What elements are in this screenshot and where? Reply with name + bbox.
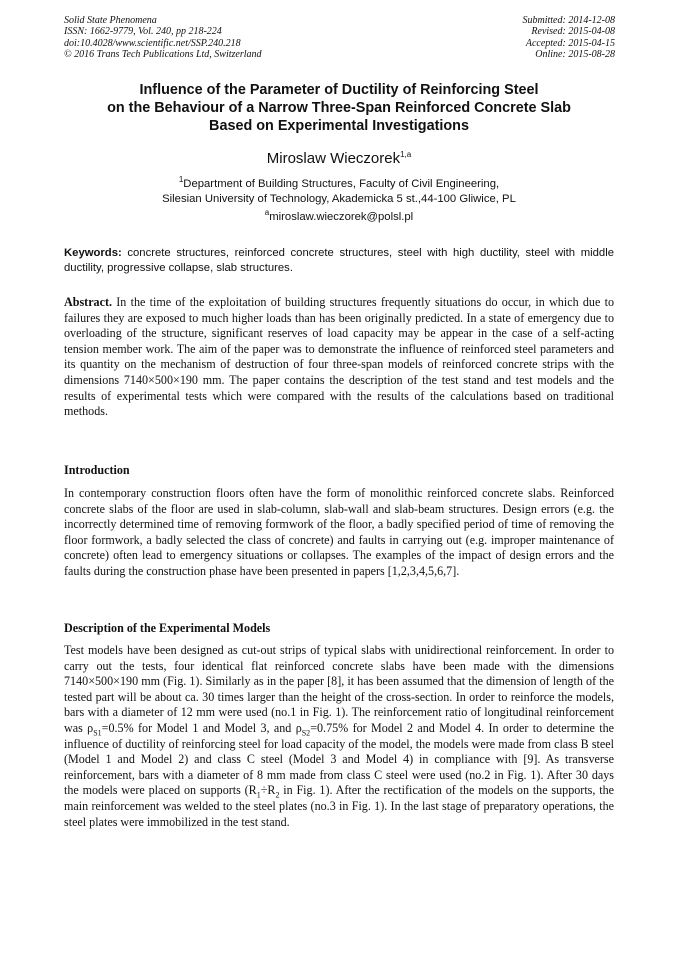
affiliation-line-1 [0,177,678,192]
submitted-date: Submitted: 2014-12-08 [522,15,615,26]
keywords [64,246,614,276]
title-line-2: on the Behaviour of a Narrow Three-Span Reinforced Concrete Slab [107,100,571,117]
accepted-date: Accepted: 2015-04-15 [525,37,615,49]
desc-text-3: =0.75% for Model 2 and Model 4. In order to determine the influence of ductility of reinforcing steel for load capacity of the model, the models were made from class B steel (Model 1 and Model 2) and class C steel (Model 3 and Model 4) in compliance with [9]. As transverse reinforcement, bars with a diameter of 8 mm made from class C steel were used (no.2 in Fig. 1). After 30 days the models were placed on supports (R [64,720,614,798]
author-email[interactable]: miroslaw.wieczorek@polsl.pl [269,211,414,223]
desc-text-4: ÷R [260,783,276,798]
revised-date: Revised: 2015-04-08 [531,26,615,38]
online-date: Online: 2015-08-28 [535,49,615,61]
abstract-text: In the time of the exploitation of building structures frequently situations do occur, in which due to failures they are exposed to much higher loads than has been originally predicted. In a state of emergency due to overloading of the structure, significant reserves of load capacity may be appear in the case of a self-acting tension member work. The aim of the paper was to demonstrate the influence of reinforced steel parameters and its quantity on the mechanism of destruction of four three-span models of reinforced concrete strips with the dimensions 7140×500×190 mm. The paper contains the description of the test stand and test models and the results of experimental tests which were compared with the results of the calculations based on traditional methods. [64,295,614,419]
paper-title [40,81,638,136]
dates-header [523,15,616,61]
affiliation-line-2: Silesian University of Technology, Akademicka 5 st.,44-100 Gliwice, PL [162,193,516,205]
author-name: Miroslaw Wieczorek [266,150,401,167]
desc-text-2: =0.5% for Model 1 and Model 3, and ρ [101,720,302,735]
description-heading: Description of the Experimental Models [64,621,271,635]
introduction-heading: Introduction [64,463,130,477]
abstract [64,295,614,420]
copyright-line: © 2016 Trans Tech Publications Ltd, Switzerland [64,49,262,61]
rho-s2-sub: S2 [301,728,311,738]
author-marks: 1,a [400,150,412,159]
author-email-line [0,208,678,223]
title-line-3: Based on Experimental Investigations [209,118,469,135]
issn-line: ISSN: 1662-9779, Vol. 240, pp 218-224 [64,26,222,38]
abstract-label: Abstract. [64,295,113,309]
affiliation-text-1: Department of Building Structures, Faculty of Civil Engineering, [183,178,500,190]
r2-sub: 2 [275,790,280,800]
keywords-text: concrete structures, reinforced concrete structures, steel with high ductility, steel with middle ductility, progressive collapse, slab structures. [64,247,614,275]
title-line-1: Influence of the Parameter of Ductility of Reinforcing Steel [139,82,539,98]
author-line [0,150,678,167]
keywords-label: Keywords: [64,247,122,259]
rho-s1-sub: S1 [93,728,102,738]
affiliation [0,177,678,207]
description-paragraph [64,643,614,830]
journal-name: Solid State Phenomena [64,15,157,26]
email-mark: a [264,208,270,218]
affiliation-mark: 1 [178,175,184,185]
doi-line[interactable]: doi:10.4028/www.scientific.net/SSP.240.218 [64,37,241,49]
desc-text-5: in Fig. 1). After the rectification of the models on the supports, the main reinforcement was welded to the steel plates (no.3 in Fig. 1). In the last stage of preparatory operations, the steel plates were immobilized in the test stand. [64,783,614,829]
desc-text-1: Test models have been designed as cut-out strips of typical slabs with unidirectional reinforcement. In order to carry out the tests, four identical flat reinforced concrete slabs have been made with the dimensions 7140×500×190 mm (Fig. 1). Similarly as in the paper [8], it has been assumed that the dimension of length of the tested part will be about ca. 30 times larger than the height of the cross-section. In order to reinforce the models, bars with a diameter of 12 mm were used (no.1 in Fig. 1). The reinforcement ratio of longitudinal reinforcement was ρ [64,643,614,735]
introduction-paragraph: In contemporary construction floors often have the form of monolithic reinforced concrete slabs. Reinforced concrete slabs of the floor are used in slab-column, slab-wall and slab-beam structures. Design errors (e.g. the incorrectly determined time of removing formwork of the floor, a badly specified period of time of removing the floor formwork, a badly selected the class of concrete) and faults in carrying out (e.g. improper maintenance of concrete) often lead to emergency situations or collapses. The examples of the impact of design errors and the faults during the construction phase have been presented in papers [1,2,3,4,5,6,7]. [64,486,614,578]
journal-header [64,15,262,61]
r1-sub: 1 [256,790,261,800]
